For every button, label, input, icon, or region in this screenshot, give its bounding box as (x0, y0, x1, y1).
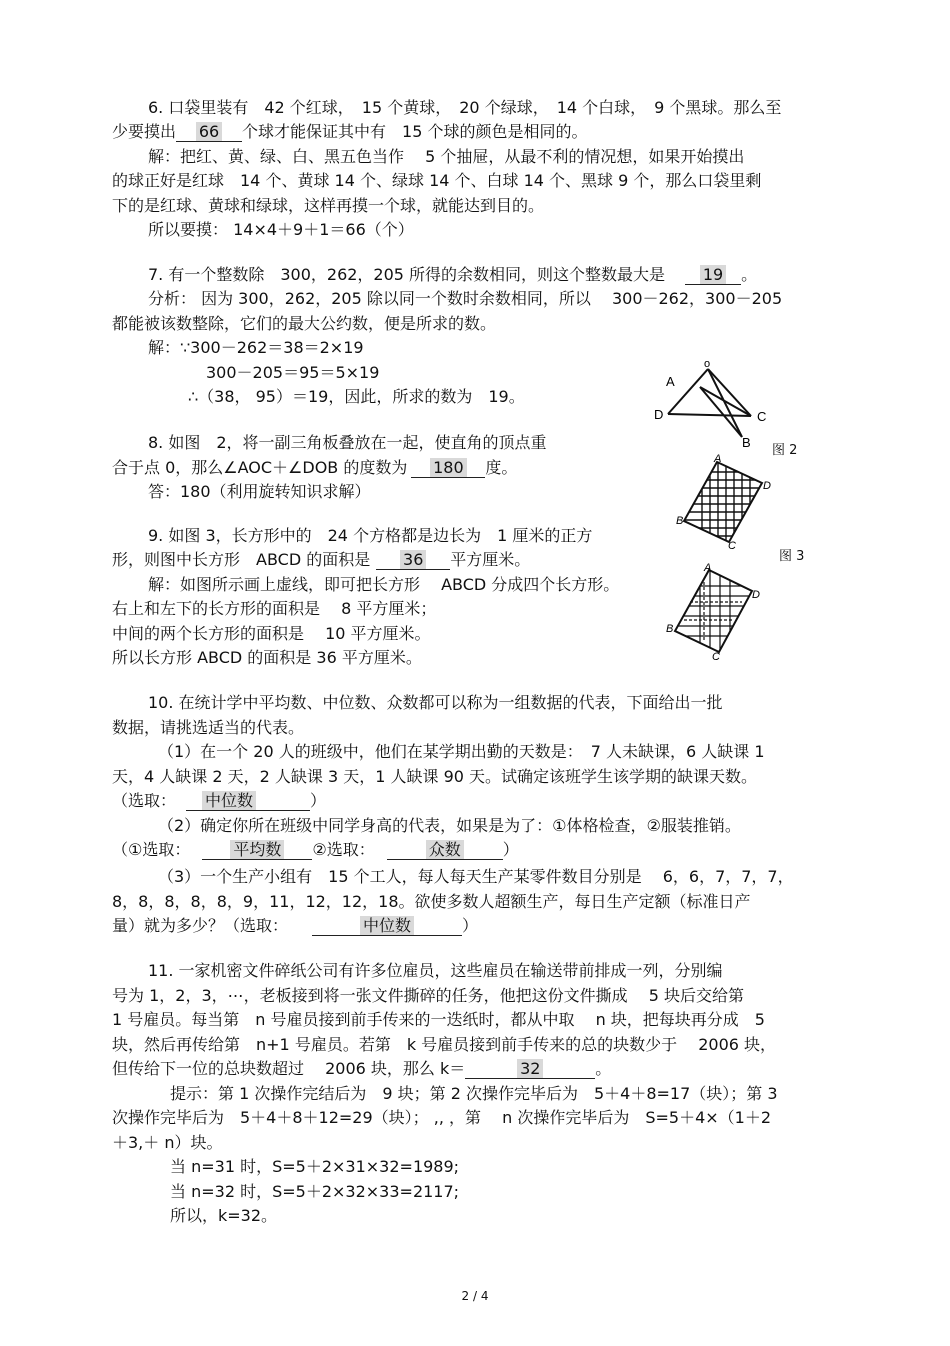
q11-text-b: 。 (595, 1059, 612, 1078)
q10-p2-answer1-blank (202, 841, 312, 860)
q7-line-3: 都能被该数整除，它们的最大公约数，便是所求的数。 (112, 314, 497, 333)
q7-line-5: 300－205＝95＝5×19 (206, 363, 380, 382)
q6-answer: 66 (196, 122, 222, 141)
q7-line-1 (148, 264, 757, 286)
figure-2-caption: 图 2 (772, 443, 798, 458)
q7-answer-blank (685, 266, 741, 285)
q6-text-a: 少要摸出 (112, 122, 177, 141)
q10-part-1-b: 天，4 人缺课 2 天，2 人缺课 3 天，1 人缺课 90 天。试确定该班学生该学期的缺课天数。 (112, 767, 758, 786)
q10-part-3-a: （3）一个生产小组有 15 个工人，每人每天生产某零件数目分别是 6，6，7，7，7， (158, 867, 794, 886)
q10-p3-answer-blank (312, 917, 462, 936)
q7-text-b: 。 (741, 265, 758, 284)
figure-2-triangles (650, 358, 790, 448)
q6-text-b: 个球才能保证其中有 15 个球的颜色是相同的。 (242, 122, 588, 141)
q11-hint-3: ＋3,＋ n）块。 (112, 1133, 223, 1152)
q9-line-2 (112, 549, 530, 571)
q11-hint-1: 提示：第 1 次操作完结后为 9 块；第 2 次操作完毕后为 5＋4＋8=17（块）；第 3 (170, 1084, 778, 1103)
q9-answer: 36 (400, 550, 426, 569)
q9-line-6: 所以长方形 ABCD 的面积是 36 平方厘米。 (112, 648, 422, 667)
fig3b-label-a: A (704, 562, 712, 574)
page-number: 2 / 4 (461, 1289, 489, 1303)
q10-p1-answer-blank (186, 792, 310, 811)
fig2-label-d: D (654, 407, 664, 422)
q11-answer-blank (465, 1060, 595, 1079)
q10-p1-answer: 中位数 (202, 791, 256, 810)
q10-p2-suffix: ） (502, 840, 519, 859)
fig3-label-c: C (728, 540, 736, 552)
q11-line-5 (112, 1058, 611, 1080)
q10-part-2-a: （2）确定你所在班级中同学身高的代表，如果是为了：①体格检查，②服装推销。 (158, 816, 741, 835)
q7-line-2: 分析： 因为 300，262，205 除以同一个数时余数相同，所以 300－262，300－205 (148, 289, 783, 308)
fig3b-label-b: B (666, 623, 674, 635)
q11-answer: 32 (517, 1059, 543, 1078)
q9-text-b: 平方厘米。 (450, 550, 531, 569)
fig3-dashed-lines (684, 582, 742, 642)
fig3b-label-c: C (712, 651, 720, 662)
q8-answer: 180 (430, 458, 467, 477)
q6-line-3: 解：把红、黄、绿、白、黑五色当作 5 个抽屉，从最不利的情况想，如果开始摸出 (148, 147, 745, 166)
q6-line-2 (112, 121, 587, 143)
q7-text-a: 7. 有一个整数除 300，262，205 所得的余数相同，则这个整数最大是 (148, 265, 666, 284)
q8-text-a: 合于点 0，那么∠AOC＋∠DOB 的度数为 (112, 458, 408, 477)
figure-3-caption: 图 3 (779, 549, 805, 564)
q6-line-4: 的球正好是红球 14 个、黄球 14 个、绿球 14 个、白球 14 个、黑球 9 个，那么口袋里剩 (112, 171, 762, 190)
q11-line-4: 块，然后再传给第 n+1 号雇员。若第 k 号雇员接到前手传来的总的块数少于 2006 块， (112, 1035, 777, 1054)
q10-p1-suffix: ） (310, 791, 327, 810)
q10-p3-prefix: 量）就为多少？（选取： (112, 916, 289, 935)
q10-part-3-c (112, 915, 478, 937)
q9-line-5: 中间的两个长方形的面积是 10 平方厘米。 (112, 624, 431, 643)
q11-hint-4: 当 n=31 时，S=5＋2×31×32=1989; (170, 1157, 460, 1176)
q9-answer-blank (376, 551, 450, 570)
q10-p3-answer: 中位数 (360, 916, 414, 935)
q10-p2-answer-1: 平均数 (230, 840, 284, 859)
q9-line-3: 解：如图所示画上虚线，即可把长方形 ABCD 分成四个长方形。 (148, 575, 620, 594)
q8-line-3: 答：180（利用旋转知识求解） (148, 482, 371, 501)
q8-answer-blank (411, 459, 485, 478)
q6-line-6: 所以要摸： 14×4＋9＋1＝66（个） (148, 220, 414, 239)
fig2-label-c: C (757, 409, 767, 424)
fig3-outline (684, 462, 762, 542)
q10-part-1-c (112, 790, 326, 812)
q9-line-1: 9. 如图 3，长方形中的 24 个方格都是边长为 1 厘米的正方 (148, 526, 593, 545)
q8-text-b: 度。 (485, 458, 518, 477)
fig3b-outline (675, 570, 752, 652)
figure-3-rectangle-grid (676, 452, 776, 552)
q7-line-4: 解：∵300－262＝38＝2×19 (148, 338, 364, 357)
q10-p2-answer-2: 众数 (426, 840, 464, 859)
q10-part-1-a: （1）在一个 20 人的班级中，他们在某学期出勤的天数是： 7 人未缺课，6 人缺课 1 (158, 742, 765, 761)
q10-p3-suffix: ） (462, 916, 479, 935)
q9-text-a: 形，则图中长方形 ABCD 的面积是 (112, 550, 371, 569)
q10-part-2-b (112, 839, 519, 861)
fig3-label-a: A (714, 453, 722, 465)
q11-line-1: 11. 一家机密文件碎纸公司有许多位雇员，这些雇员在输送带前排成一列，分别编 (148, 961, 723, 980)
fig2-line-c-d (668, 414, 751, 416)
fig2-label-o: o (704, 358, 711, 370)
fig2-line-o-c (708, 369, 751, 416)
fig3b-label-d: D (752, 589, 760, 601)
q10-p1-prefix: （选取： (112, 791, 177, 810)
q10-line-2: 数据，请挑选适当的代表。 (112, 718, 305, 737)
q11-line-3: 1 号雇员。每当第 n 号雇员接到前手传来的一迭纸时，都从中取 n 块，把每块再分成 5 (112, 1010, 765, 1029)
fig3-label-d: D (763, 480, 771, 492)
q10-part-3-b: 8，8，8，8，8，9，11，12，12，18。欲使多数人超额生产，每日生产定额（标准日产 (112, 892, 751, 911)
figure-3-partitioned (664, 562, 764, 662)
q6-line-5: 下的是红球、黄球和绿球，这样再摸一个球，就能达到目的。 (112, 196, 545, 215)
q11-text-a: 但传给下一位的总块数超过 2006 块，那么 k＝ (112, 1059, 466, 1078)
q8-line-1: 8. 如图 2，将一副三角板叠放在一起，使直角的顶点重 (148, 433, 547, 452)
q10-p2-prefix: （①选取： (112, 840, 191, 859)
q10-line-1: 10. 在统计学中平均数、中位数、众数都可以称为一组数据的代表，下面给出一批 (148, 693, 723, 712)
q6-line-1: 6. 口袋里装有 42 个红球， 15 个黄球， 20 个绿球， 14 个白球， 9 个黑球。那么至 (148, 98, 782, 117)
q10-p2-mid: ②选取： (312, 840, 375, 859)
q7-answer: 19 (700, 265, 726, 284)
q11-hint-5: 当 n=32 时，S=5＋2×32×33=2117; (170, 1182, 460, 1201)
q11-hint-6: 所以，k=32。 (170, 1206, 278, 1225)
q7-line-6: ∴（38， 95）＝19，因此，所求的数为 19。 (188, 387, 525, 406)
q11-line-2: 号为 1，2，3，⋯，老板接到将一张文件撕碎的任务，他把这份文件撕成 5 块后交给第 (112, 986, 744, 1005)
q6-answer-blank (176, 123, 242, 142)
q11-hint-2: 次操作完毕后为 5＋4＋8＋12=29（块）； ,, ，第 n 次操作完毕后为 S=5＋4×（1＋2 (112, 1108, 772, 1127)
fig3-label-b: B (676, 515, 684, 527)
q10-p2-answer2-blank (387, 841, 503, 860)
q9-line-4: 右上和左下的长方形的面积是 8 平方厘米； (112, 599, 437, 618)
fig2-label-a: A (666, 374, 675, 389)
q8-line-2 (112, 457, 517, 479)
fig2-label-b: B (742, 435, 751, 448)
fig2-line-a-c (700, 387, 751, 416)
